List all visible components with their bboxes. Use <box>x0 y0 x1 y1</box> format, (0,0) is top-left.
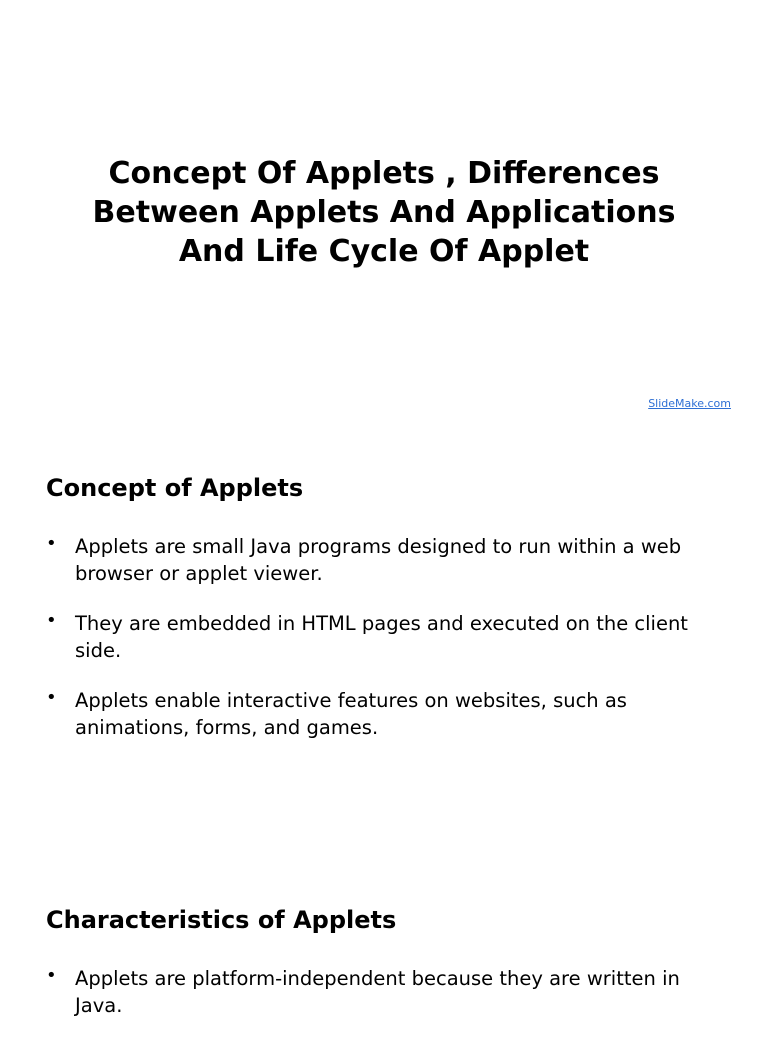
slide-characteristics-of-applets <box>0 864 768 1024</box>
slidemake-credit-link[interactable]: SlideMake.com <box>648 397 731 410</box>
bullet-list <box>46 533 728 764</box>
bullet-text: Applets enable interactive features on websites, such as animations, forms, and games. <box>75 689 627 739</box>
list-item <box>46 610 728 664</box>
list-item <box>46 687 728 741</box>
list-item <box>46 965 728 1019</box>
title-line-3: And Life Cycle Of Applet <box>178 234 590 269</box>
bullet-icon: • <box>46 533 57 554</box>
bullet-text: They are embedded in HTML pages and executed on the client side. <box>75 612 688 662</box>
presentation-title <box>40 154 728 271</box>
bullet-text: Applets are small Java programs designed to run within a web browser or applet viewer. <box>75 535 682 585</box>
title-line-1: Concept Of Applets , Differences <box>108 156 660 191</box>
bullet-icon: • <box>46 965 57 986</box>
bullet-list <box>46 965 728 1042</box>
slide-heading: Characteristics of Applets <box>46 906 397 934</box>
slide-concept-of-applets <box>0 432 768 864</box>
title-slide <box>0 0 768 432</box>
slide-heading: Concept of Applets <box>46 474 304 502</box>
bullet-icon: • <box>46 687 57 708</box>
list-item <box>46 533 728 587</box>
bullet-text: Applets are platform-independent because they are written in Java. <box>75 967 680 1017</box>
bullet-icon: • <box>46 610 57 631</box>
title-line-2: Between Applets And Applications <box>92 195 676 230</box>
